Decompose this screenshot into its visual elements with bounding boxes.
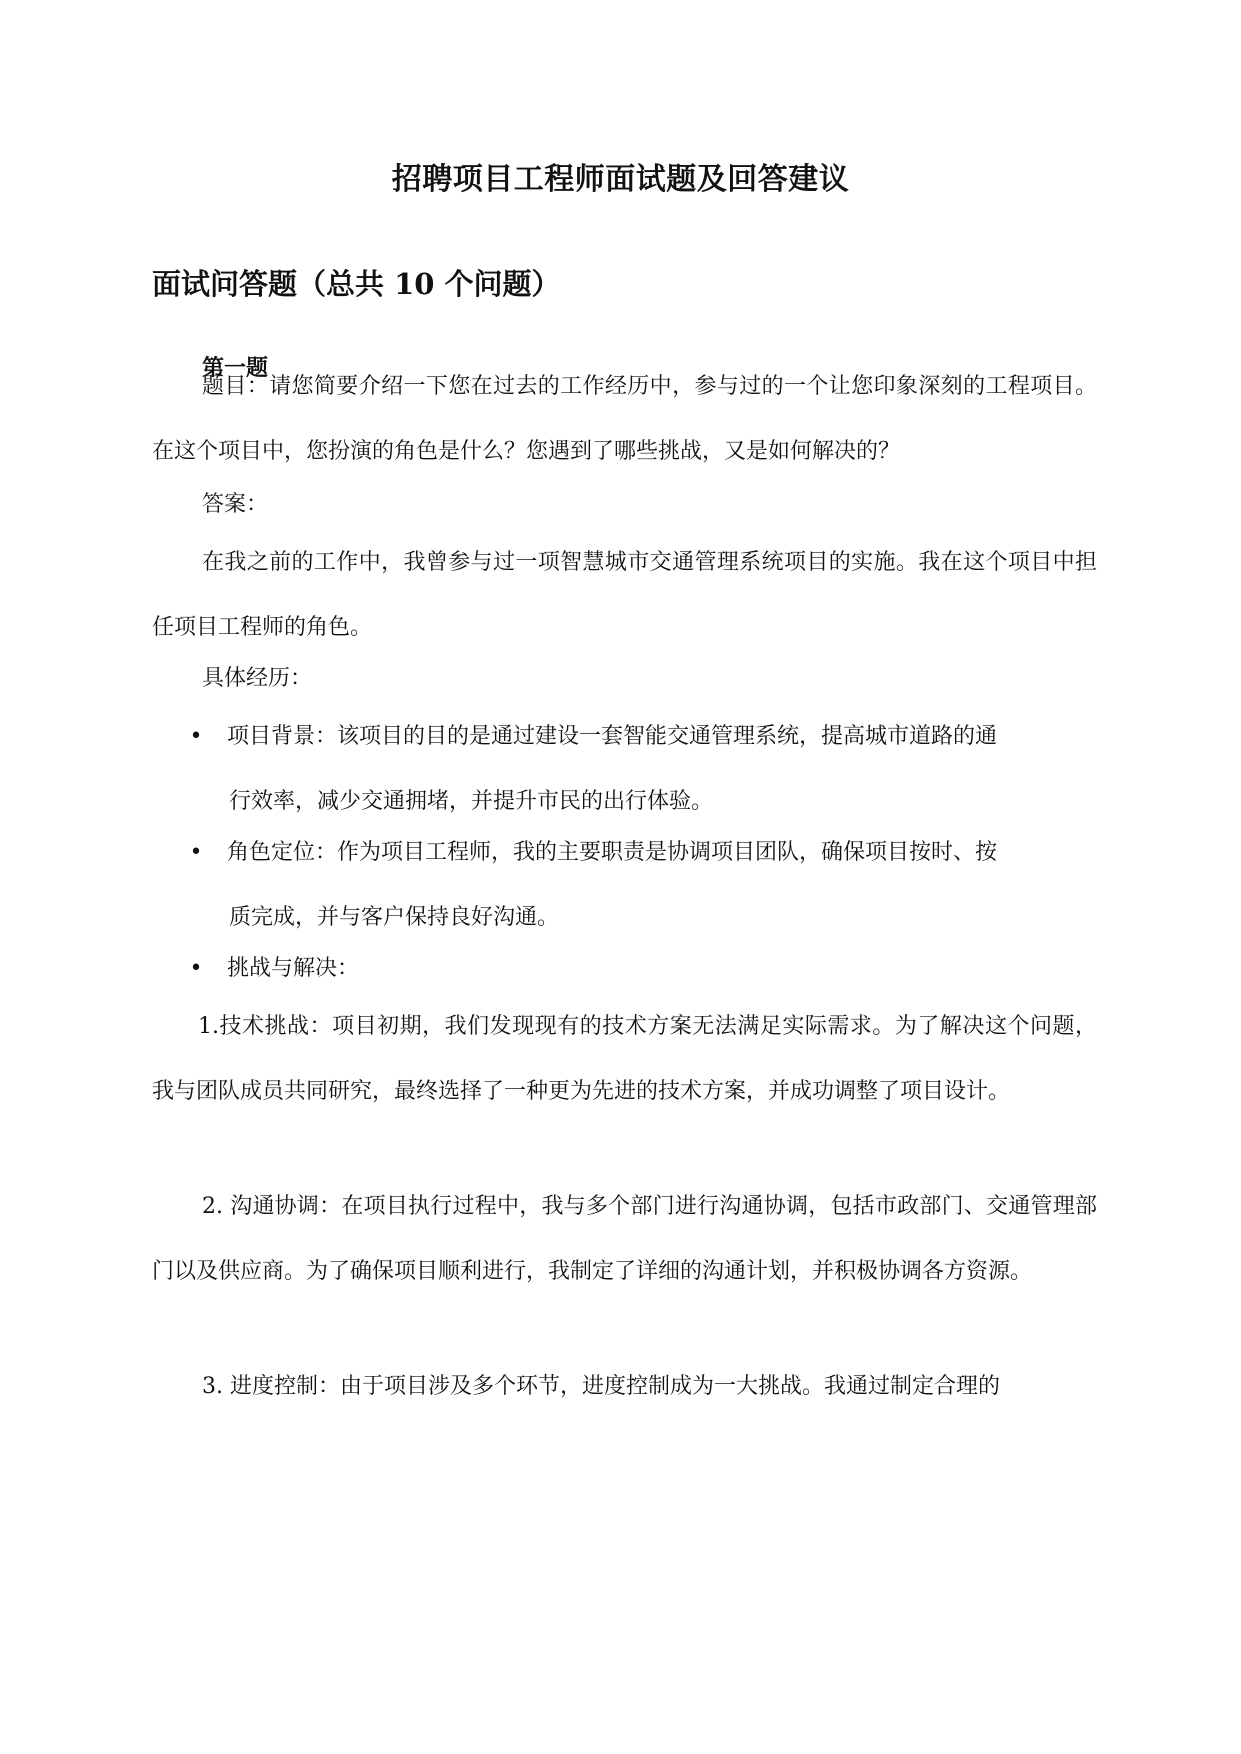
experience-label: 具体经历： [202, 666, 313, 691]
list-item [152, 704, 1097, 834]
challenge-item: 3. 进度控制：由于项目涉及多个环节，进度控制成为一大挑战。我通过制定合理的 [202, 1374, 1000, 1399]
challenge-item: 1.技术挑战：项目初期，我们发现现有的技术方案无法满足实际需求。为了解决这个问题，我与团队成员共同研究，最终选择了一种更为先进的技术方案，并成功调整了项目设计。 [152, 1014, 1097, 1104]
challenge-item: 2. 沟通协调：在项目执行过程中，我与多个部门进行沟通协调，包括市政部门、交通管理部门以及供应商。为了确保项目顺利进行，我制定了详细的沟通计划，并积极协调各方资源。 [152, 1194, 1097, 1284]
list-item-line: 角色定位：作为项目工程师，我的主要职责是协调项目团队，确保项目按时、按 [227, 840, 998, 865]
section-heading: 面试问答题（总共 10 个问题） [152, 267, 561, 301]
bullet-icon: • [189, 724, 203, 749]
bullet-icon: • [189, 956, 203, 981]
question-text: 题目：请您简要介绍一下您在过去的工作经历中，参与过的一个让您印象深刻的工程项目。在这个项目中，您扮演的角色是什么？您遇到了哪些挑战，又是如何解决的？ [152, 374, 1097, 464]
answer-intro: 在我之前的工作中，我曾参与过一项智慧城市交通管理系统项目的实施。我在这个项目中担任项目工程师的角色。 [152, 550, 1097, 640]
list-item-line: 项目背景：该项目的目的是通过建设一套智能交通管理系统，提高城市道路的通 [227, 724, 998, 749]
list-item [152, 936, 1097, 1001]
document-title: 招聘项目工程师面试题及回答建议 [391, 162, 850, 197]
list-item-line: 挑战与解决： [227, 956, 360, 981]
list-item-line: 行效率，减少交通拥堵，并提升市民的出行体验。 [229, 789, 714, 814]
list-item-line: 质完成，并与客户保持良好沟通。 [229, 905, 560, 930]
list-item [152, 820, 1097, 950]
bullet-icon: • [189, 840, 203, 865]
question-label: 第一题 [202, 355, 269, 381]
answer-label: 答案： [202, 492, 269, 517]
